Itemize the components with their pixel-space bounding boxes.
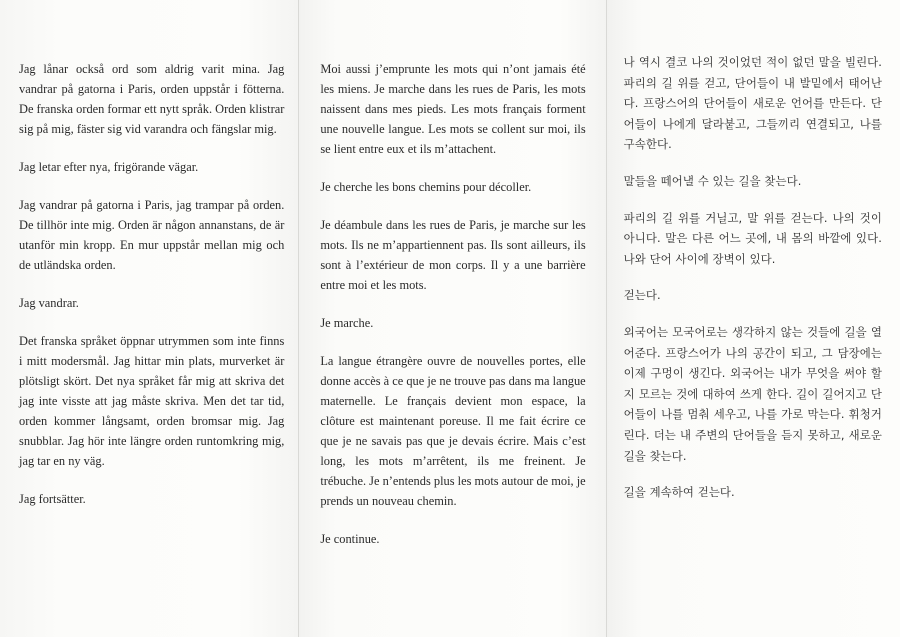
french-paragraph-1: Moi aussi j’emprunte les mots qui n’ont jamais été les miens. Je marche dans les rues de Paris, les mots naissent dans mes pieds. Les mots français forment une nouvelle langue. Les mots se collent sur moi, ils se lient entre eux et ils m’attachent. [320, 62, 586, 156]
korean-paragraph-5: 외국어는 모국어로는 생각하지 않는 것들에 길을 열어준다. 프랑스어가 나의 공간이 되고, 그 담장에는 이제 구멍이 생긴다. 외국어는 내가 무엇을 써야 할지 모르는 것에 대하여 쓰게 한다. 길이 길어지고 단어들이 나를 멈춰 세우고, 나를 가로 막는다. 휘청거린다. 더는 내 주변의 단어들을 듣지 못하고, 새로운 길을 찾는다. [623, 324, 882, 463]
swedish-paragraph-6: Jag fortsätter. [19, 492, 86, 506]
swedish-paragraph-2: Jag letar efter nya, frigörande vägar. [19, 160, 199, 174]
swedish-paragraph-1: Jag lånar också ord som aldrig varit mina. Jag vandrar på gatorna i Paris, orden uppstår i fötterna. De franska orden formar ett nytt språk. Orden klistrar sig på mig, fäster sig vid varandra och fängslar mig. [19, 62, 285, 136]
swedish-text-panel [0, 0, 298, 637]
korean-paragraph-6: 길을 계속하여 걷는다. [623, 485, 735, 500]
french-text-panel [299, 0, 605, 637]
korean-paragraph-4: 걷는다. [623, 288, 661, 303]
korean-text-panel [607, 0, 900, 637]
french-paragraph-2: Je cherche les bons chemins pour décoller. [320, 180, 532, 194]
french-paragraph-6: Je continue. [320, 532, 380, 546]
korean-paragraph-2: 말들을 떼어낼 수 있는 길을 찾는다. [623, 173, 802, 188]
french-paragraph-5: La langue étrangère ouvre de nouvelles portes, elle donne accès à ce que je ne trouve pas dans ma langue maternelle. Le français devient mon espace, la clôture est maintenant poreuse. Il me fait écrire ce que je ne savais pas que je devais écrire. Mais c’est long, les mots m’arrêtent, ils me freinent. Je trébuche. Je n’entends plus les mots autour de moi, je prends un nouveau chemin. [320, 354, 586, 508]
korean-paragraph-3: 파리의 길 위를 거닐고, 말 위를 걷는다. 나의 것이 아니다. 말은 다른 어느 곳에, 내 몸의 바깥에 있다. 나와 단어 사이에 장벽이 있다. [623, 210, 882, 266]
swedish-paragraph-3: Jag vandrar på gatorna i Paris, jag trampar på orden. De tillhör inte mig. Orden är någon annanstans, de är utanför min kropp. En mur uppstår mellan mig och de utländska orden. [19, 198, 285, 272]
french-paragraph-4: Je marche. [320, 316, 374, 330]
swedish-paragraph-5: Det franska språket öppnar utrymmen som inte finns i mitt modersmål. Jag hittar min plats, murverket är plötsligt skört. Det nya språket får mig att skriva det jag inte visste att jag måste skriva. Men det tar tid, orden kommer långsamt, orden bromsar mig. Jag snubblar. Jag hör inte längre orden runtomkring mig, jag tar en ny väg. [19, 334, 285, 468]
swedish-paragraph-4: Jag vandrar. [19, 296, 79, 310]
french-paragraph-3: Je déambule dans les rues de Paris, je marche sur les mots. Ils ne m’appartiennent pas. Ils sont ailleurs, ils sont à l’extérieur de mon corps. Il y a une barrière entre moi et les mots. [320, 218, 586, 292]
korean-paragraph-1: 나 역시 결코 나의 것이었던 적이 없던 말을 빌린다. 파리의 길 위를 걷고, 단어들이 내 발밑에서 태어난다. 프랑스어의 단어들이 새로운 언어를 만든다. 단어들이 나에게 달라붙고, 그들끼리 연결되고, 나를 구속한다. [623, 55, 882, 152]
